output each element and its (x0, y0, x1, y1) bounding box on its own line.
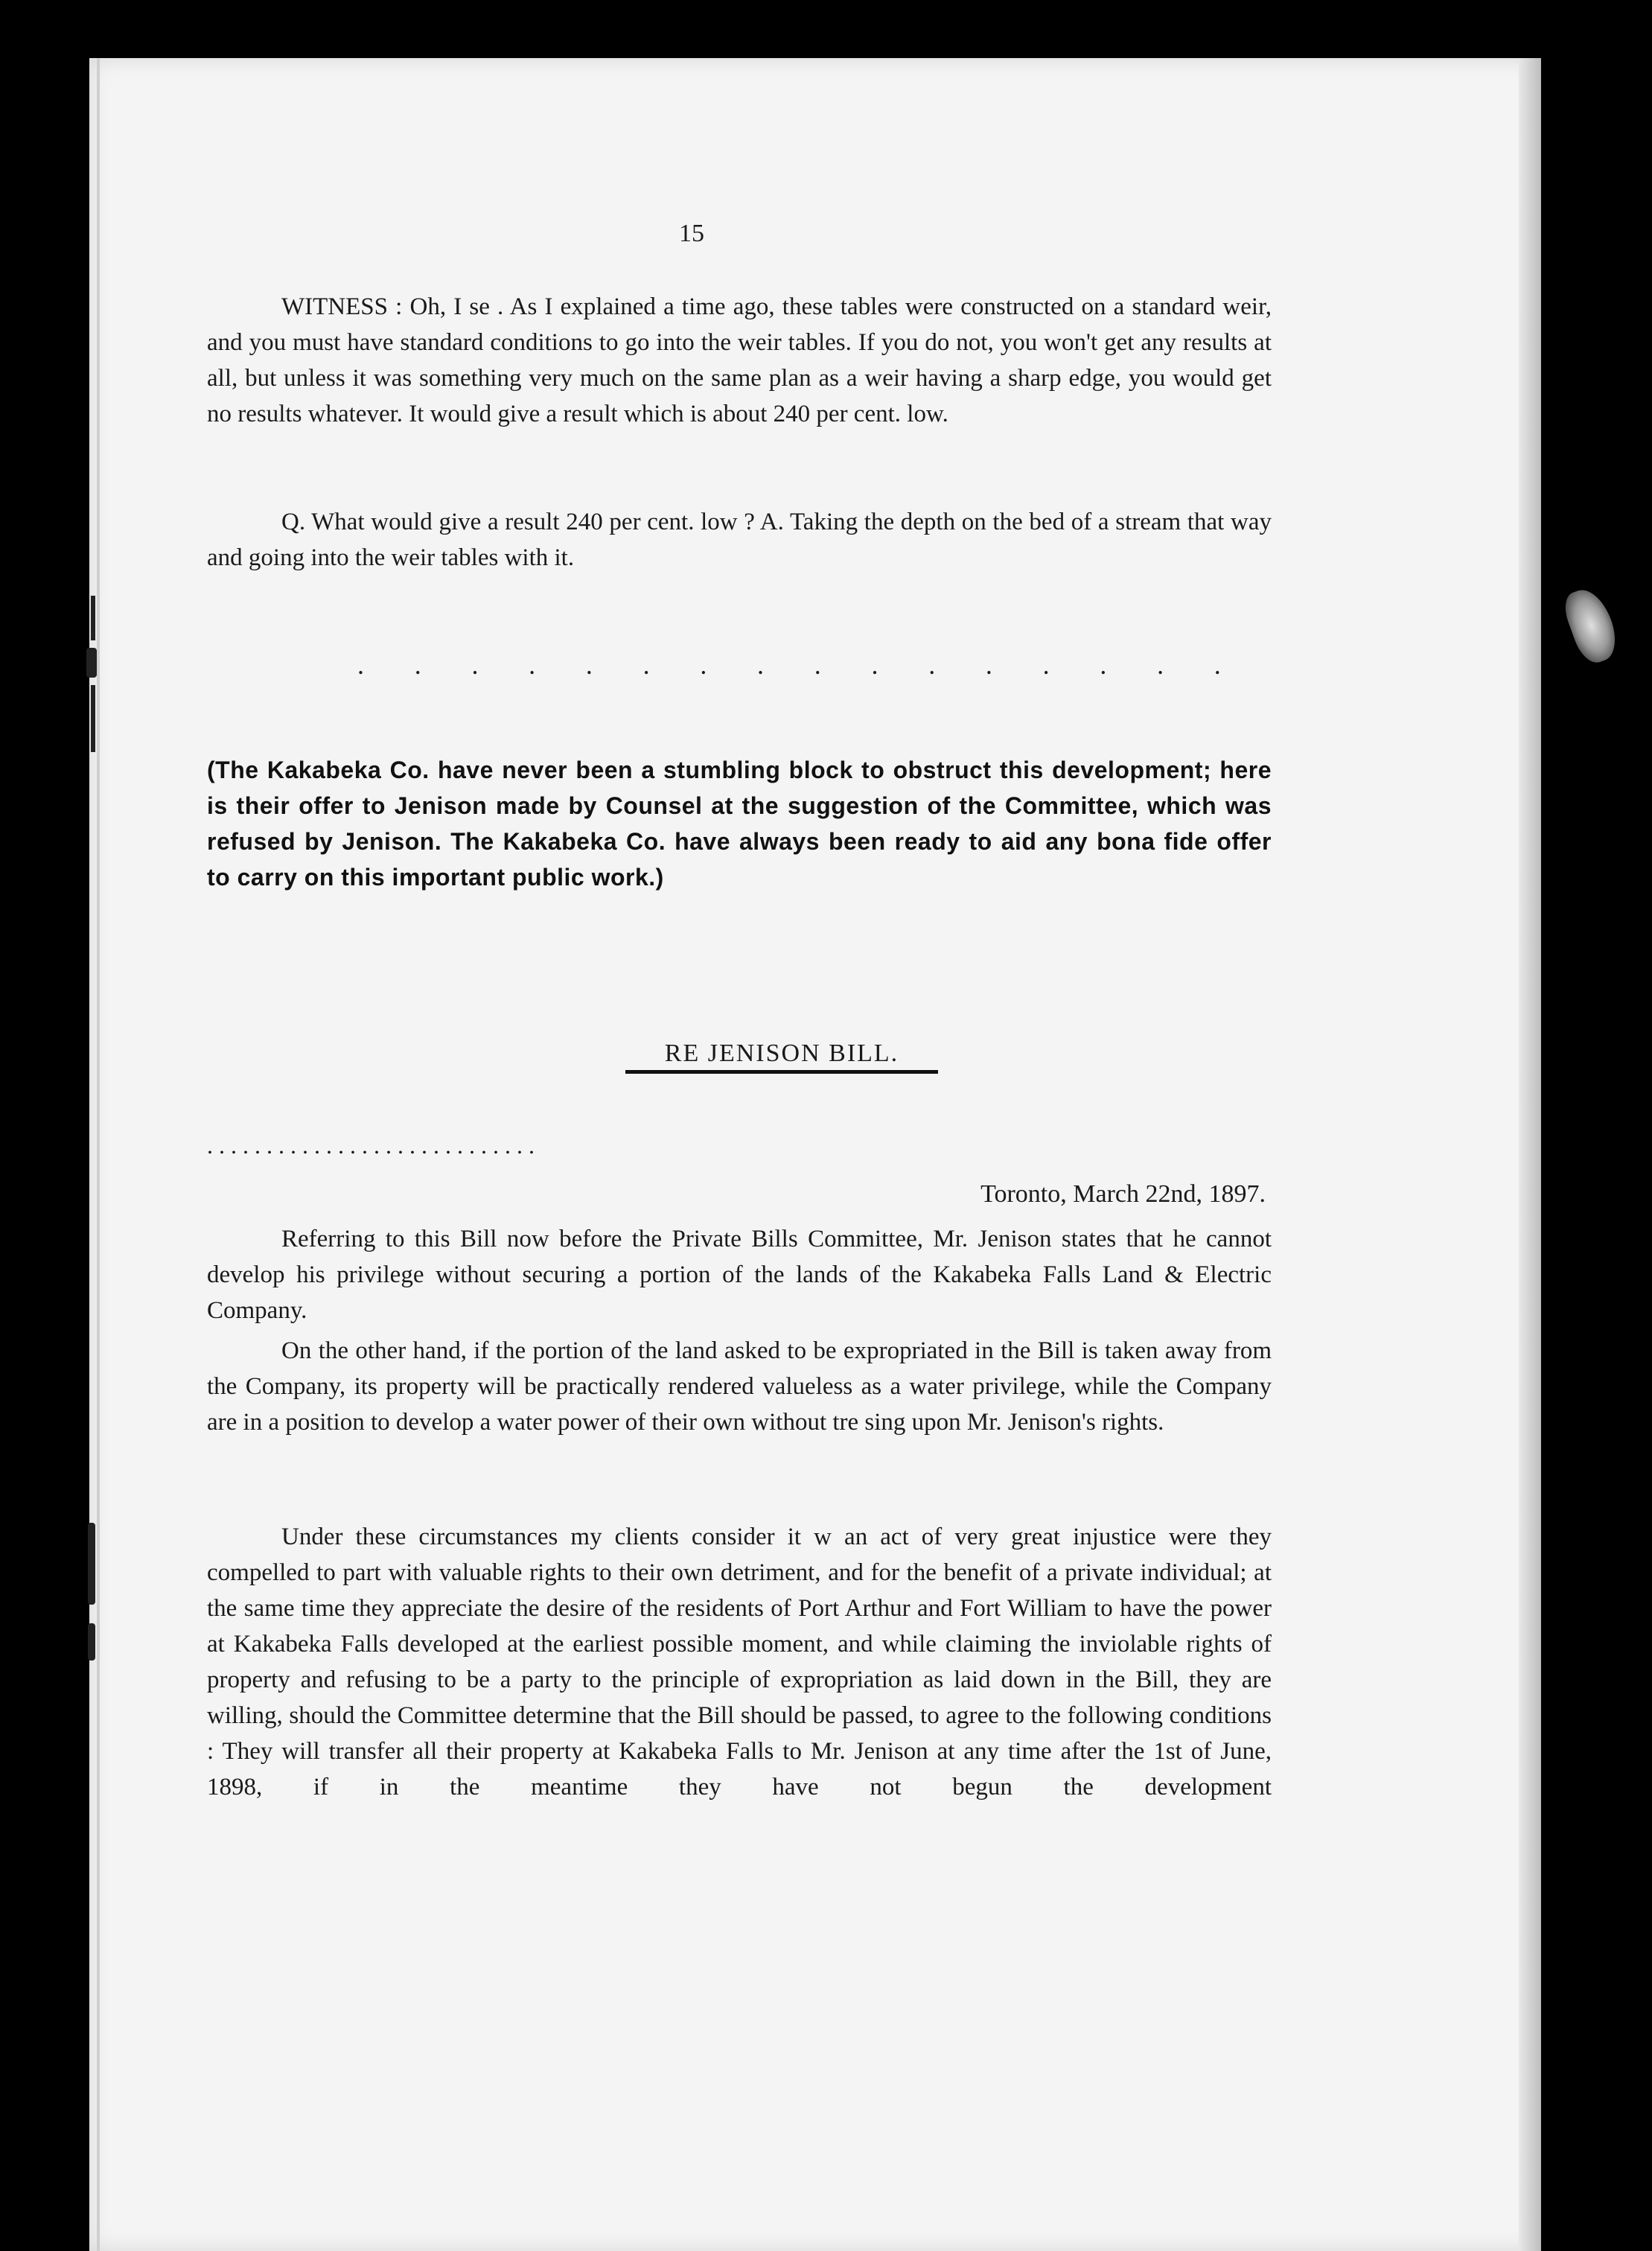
margin-mark (91, 685, 95, 752)
other-hand-text: On the other hand, if the portion of the land asked to be expropriated in the Bill is taken away from the Company, its property will be practically rendered valueless as a water privilege, while the Company are in a position to develop a water power of their own without tre sing upon Mr. Jenison's rights. (207, 1337, 1272, 1436)
ellipsis-dot: . (700, 650, 707, 680)
referring-text: Referring to this Bill now before the Private Bills Committee, Mr. Jenison states that he cannot develop his privilege without securing a portion of the lands of the Kakabeka Falls Land & Electric Company. (207, 1226, 1272, 1324)
margin-mark (86, 648, 97, 678)
margin-mark (88, 1623, 95, 1661)
leader-dots: ............................ (207, 1132, 540, 1159)
ellipsis-dot: . (871, 650, 878, 680)
paragraph-referring (207, 1221, 1272, 1328)
ellipsis-dot: . (642, 650, 650, 680)
ellipsis-row (357, 652, 1221, 678)
ellipsis-dot: . (757, 650, 765, 680)
heading-text: RE JENISON BILL. (664, 1039, 899, 1067)
page-edge-shadow (1519, 58, 1541, 2251)
ink-smudge (1560, 584, 1624, 668)
paragraph-under (207, 1519, 1272, 1805)
ellipsis-dot: . (1100, 650, 1107, 680)
section-heading (625, 1039, 938, 1074)
ellipsis-dot: . (985, 650, 992, 680)
margin-mark (88, 1523, 95, 1605)
witness-paragraph (207, 289, 1272, 432)
witness-text: WITNESS : Oh, I se . As I explained a time ago, these tables were constructed on a standard weir, and you must have standard conditions to go into the weir tables. If you do not, you won't get any results at all, but unless it was something very much on the same plan as a weir having a sharp edge, you would get no results whatever. It would give a result which is about 240 per cent. low. (207, 293, 1272, 427)
bold-note: (The Kakabeka Co. have never been a stumbling block to obstruct this development; here is their offer to Jenison made by Counsel at the suggestion of the Committee, which was refused by Jenison. The Kakabeka Co. have always been ready to aid any bona fide offer to carry on this important public work.) (207, 757, 1272, 891)
margin-mark (91, 596, 95, 640)
ellipsis-dot: . (814, 650, 821, 680)
ellipsis-dot: . (471, 650, 479, 680)
ellipsis-dot: . (1042, 650, 1050, 680)
paragraph-other-hand (207, 1333, 1272, 1440)
heading-underline (625, 1070, 938, 1074)
ellipsis-dot: . (928, 650, 936, 680)
ellipsis-dot: . (585, 650, 593, 680)
gutter-line (97, 58, 100, 2251)
ellipsis-dot: . (357, 650, 364, 680)
page-number: 15 (679, 220, 704, 247)
question-paragraph (207, 504, 1272, 576)
ellipsis-dot: . (1157, 650, 1164, 680)
under-text: Under these circumstances my clients consider it w an act of very great injustice were they compelled to part with valuable rights to their own detriment, and for the benefit of a private individual; at the same time they appreciate the desire of the residents of Port Arthur and Fort William to have the power at Kakabeka Falls developed at the earliest possible moment, and while claiming the inviolable rights of property and refusing to be a party to the principle of expropriation as laid down in the Bill, they are willing, should the Committee determine that the Bill should be passed, to agree to the following conditions : They will transfer all their property at Kakabeka Falls to Mr. Jenison at any time after the 1st of June, 1898, if in the meantime they have not begun the development (207, 1524, 1272, 1801)
question-text: Q. What would give a result 240 per cent. low ? A. Taking the depth on the bed of a stream that way and going into the weir tables with it. (207, 509, 1272, 571)
ellipsis-dot: . (1214, 650, 1221, 680)
ellipsis-dot: . (414, 650, 421, 680)
dateline: Toronto, March 22nd, 1897. (980, 1180, 1266, 1208)
ellipsis-dot: . (529, 650, 536, 680)
